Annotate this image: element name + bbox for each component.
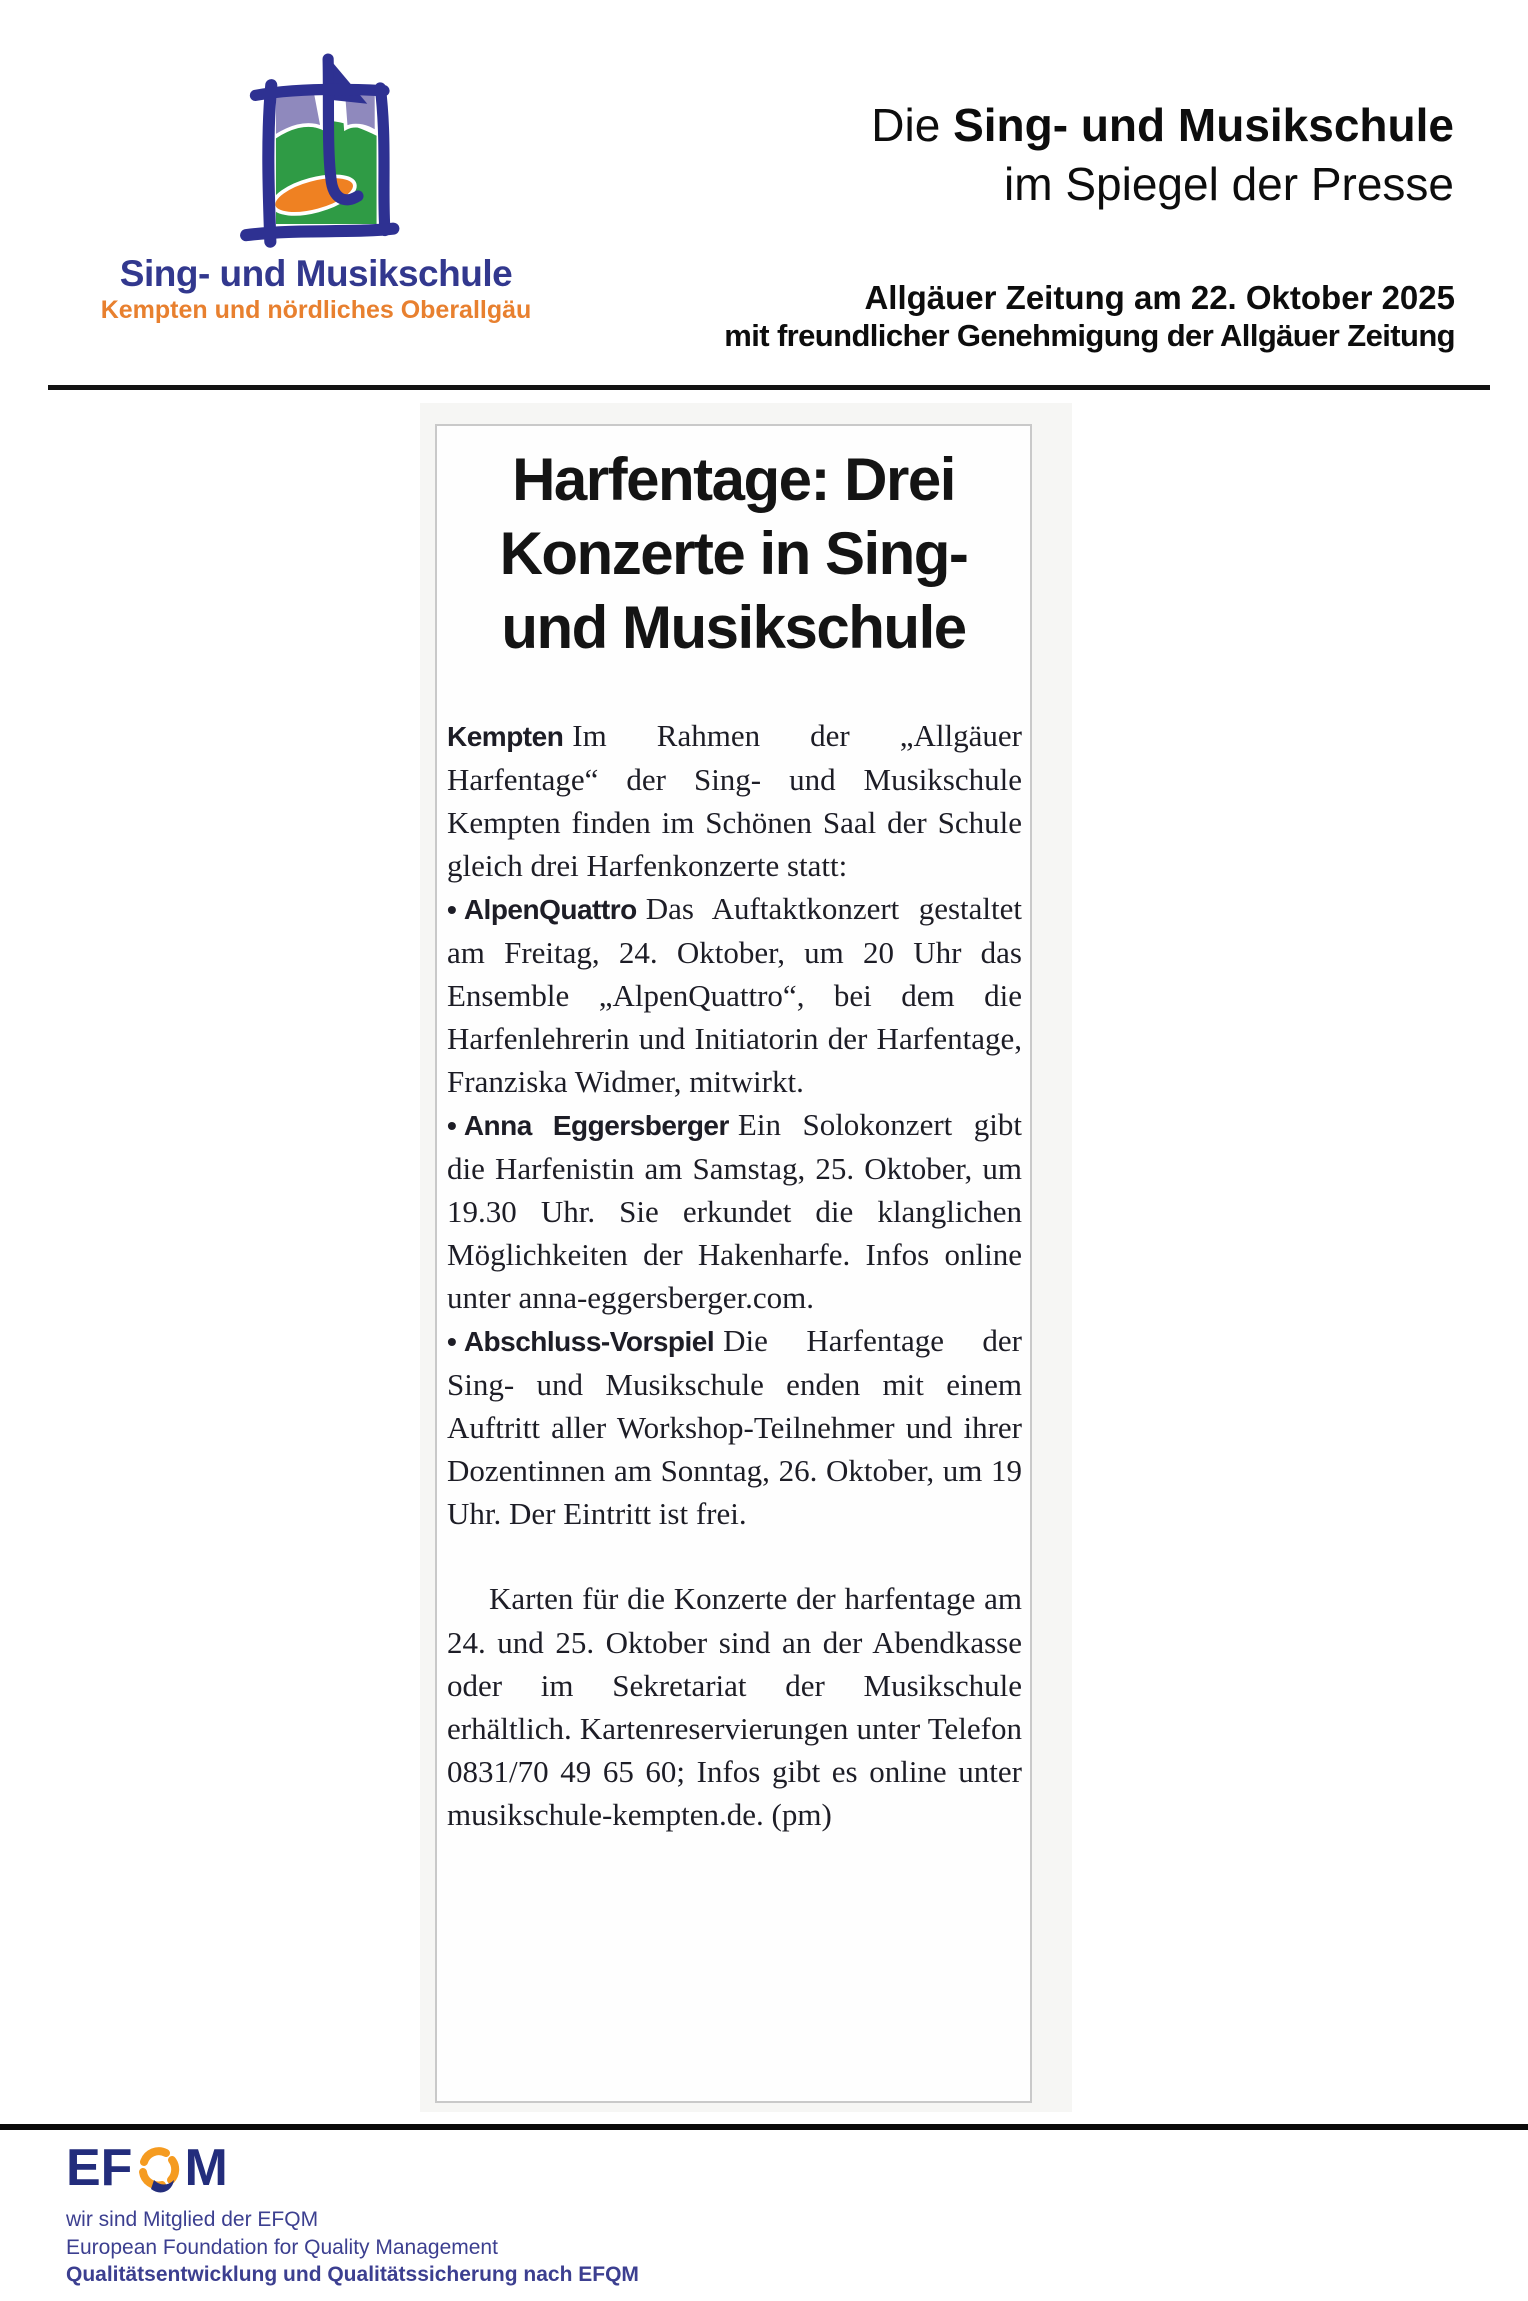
- paragraph-text: Im Rahmen der „Allgäuer Harfentage“ der Sing- und Musikschule Kempten finden im Schönen Saal der Schule gleich drei Harfenkonzerte statt:: [447, 718, 1022, 883]
- paragraph-lead: AlpenQuattro: [463, 894, 637, 925]
- paragraph-text: Die Harfentage der Sing- und Musikschule enden mit einem Auftritt aller Workshop-Teilnehmer und ihrer Dozentinnen am Sonntag, 26. Oktober, um 19 Uhr. Der Eintritt ist frei.: [447, 1323, 1022, 1531]
- article-clipping: [435, 424, 1032, 2103]
- article-headline: Harfentage: Drei Konzerte in Sing- und Musikschule: [499, 446, 968, 661]
- article-body: [447, 714, 1022, 1836]
- efqm-text-lines: [66, 2206, 639, 2289]
- article-paragraph: [447, 714, 1022, 887]
- source-line-2: mit freundlicher Genehmigung der Allgäuer Zeitung: [724, 318, 1455, 353]
- efqm-foundation-line: European Foundation for Quality Management: [66, 2235, 498, 2259]
- footer-divider: [0, 2124, 1528, 2130]
- paragraph-lead: Abschluss-Vorspiel: [463, 1326, 715, 1357]
- article-paragraph: [447, 1103, 1022, 1319]
- article-paragraph: [447, 887, 1022, 1103]
- masthead-subtitle: im Spiegel der Presse: [1004, 158, 1454, 210]
- music-note-logo-icon: [216, 46, 416, 251]
- bullet-icon: •: [447, 1110, 457, 1141]
- school-logo-region: Kempten und nördliches Oberallgäu: [100, 296, 532, 324]
- efqm-member-line: wir sind Mitglied der EFQM: [66, 2208, 319, 2231]
- school-logo-name: Sing- und Musikschule: [119, 253, 513, 294]
- paragraph-lead: Anna Eggersberger: [463, 1110, 729, 1141]
- bullet-icon: •: [447, 894, 457, 925]
- masthead-title-bold: Sing- und Musikschule: [953, 99, 1454, 151]
- masthead-title-regular: Die: [871, 99, 954, 151]
- efqm-swirl-icon: [130, 2142, 186, 2198]
- press-masthead: [871, 96, 1454, 214]
- paragraph-text: Ein Solokonzert gibt die Harfenistin am Samstag, 25. Oktober, um 19.30 Uhr. Sie erkundet die klanglichen Möglichkeiten der Hakenharfe. Infos online unter anna-eggersberger.com.: [447, 1107, 1022, 1315]
- paragraph-lead: Kempten: [447, 721, 564, 752]
- paragraph-text: Karten für die Konzerte der harfentage am 24. und 25. Oktober sind an der Abendkasse oder im Sekretariat der Musikschule erhältlich. Kartenreservierungen unter Telefon 0831/70 49 65 60; Infos gibt es online unter musikschule-kempten.de. (pm): [447, 1581, 1022, 1832]
- source-attribution: [724, 278, 1455, 354]
- header-divider: [48, 385, 1490, 390]
- masthead-title: [871, 96, 1454, 155]
- efqm-footer: [66, 2140, 639, 2289]
- bullet-icon: •: [447, 1326, 457, 1357]
- efqm-logo-m: M: [184, 2139, 228, 2197]
- school-logo: [81, 46, 551, 325]
- paragraph-text: Das Auftaktkonzert gestaltet am Freitag, 24. Oktober, um 20 Uhr das Ensemble „AlpenQuattro“, bei dem die Harfenlehrerin und Initiatorin der Harfentage, Franziska Widmer, mitwirkt.: [447, 891, 1022, 1099]
- efqm-logo: [66, 2140, 639, 2196]
- source-line-1: Allgäuer Zeitung am 22. Oktober 2025: [864, 279, 1455, 316]
- article-scan-area: [420, 403, 1072, 2112]
- efqm-logo-ef: EF: [66, 2139, 133, 2197]
- efqm-quality-line: Qualitätsentwicklung und Qualitätssicherung nach EFQM: [66, 2263, 639, 2286]
- article-paragraph: [447, 1319, 1022, 1535]
- article-paragraph: [447, 1577, 1022, 1836]
